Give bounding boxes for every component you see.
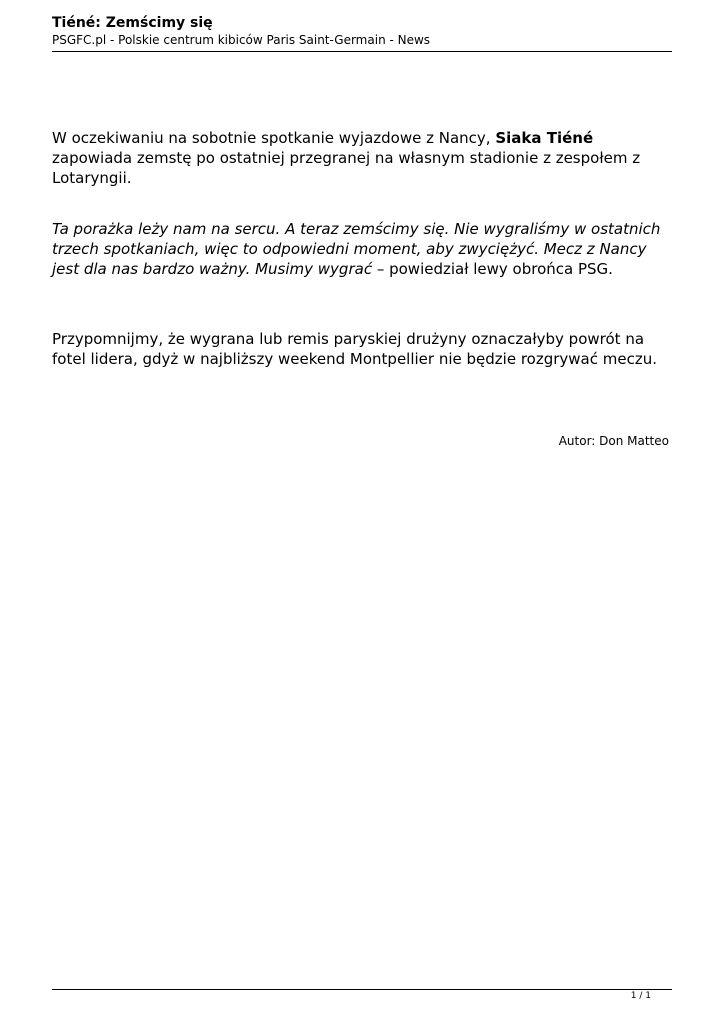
article-paragraph-1	[52, 128, 677, 188]
player-quote: Ta porażka leży nam na sercu. A teraz zemścimy się. Nie wygraliśmy w ostatnich trzech spotkaniach, więc to odpowiedni moment, aby zwyciężyć. Mecz z Nancy jest dla nas bardzo ważny. Musimy wygrać	[52, 220, 661, 278]
article-paragraph-quote	[52, 219, 677, 279]
article-paragraph-3: Przypomnijmy, że wygrana lub remis paryskiej drużyny oznaczałyby powrót na fotel lidera, gdyż w najbliższy weekend Montpellier nie będzie rozgrywać meczu.	[52, 330, 657, 368]
document-header	[52, 14, 672, 48]
page-title: Tiéné: Zemścimy się	[52, 15, 213, 31]
paragraph-1-rest: zapowiada zemstę po ostatniej przegranej na własnym stadionie z zespołem z Lotaryngii.	[52, 149, 641, 187]
player-name: Siaka Tiéné	[495, 129, 594, 147]
quote-attribution: – powiedział lewy obrońca PSG.	[372, 260, 613, 278]
article-author: Autor: Don Matteo	[558, 434, 669, 448]
footer-divider	[52, 989, 672, 990]
site-subtitle: PSGFC.pl - Polskie centrum kibiców Paris Saint-Germain - News	[52, 33, 431, 47]
page-number: 1 / 1	[630, 991, 651, 1001]
paragraph-1-intro: W oczekiwaniu na sobotnie spotkanie wyjazdowe z Nancy,	[52, 129, 496, 147]
header-divider	[52, 51, 672, 52]
